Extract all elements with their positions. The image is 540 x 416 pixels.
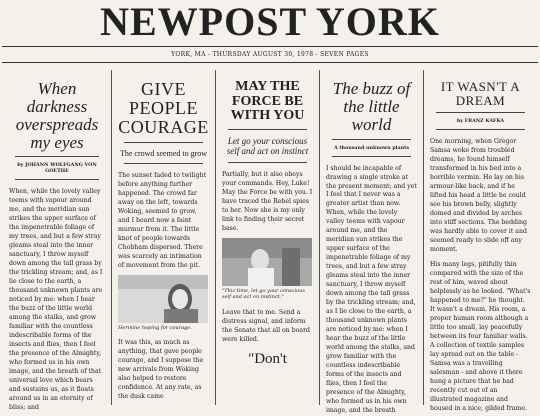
headline-dream: IT WASN'T A DREAM — [440, 79, 521, 108]
divider — [15, 179, 99, 180]
column-kafka — [424, 70, 537, 412]
divider — [332, 156, 411, 157]
article-body-force-2: Leave that to me. Send a distress signal, and inform the Senate that all on board were killed. — [222, 308, 310, 343]
article-body-courage-2: It was this, as much as anything, that gave people courage, and I suppose the new arrivals from Woking also helped to restore confidence. At any rate, as the dusk came — [118, 339, 204, 401]
article-body-kafka — [430, 138, 531, 414]
column-courage — [112, 70, 216, 405]
column-buzz — [320, 70, 424, 415]
photo-hermine — [118, 275, 208, 323]
divider — [228, 129, 307, 130]
divider — [228, 162, 307, 163]
headline-darkness: When darkness overspreads my eyes — [15, 79, 99, 152]
byline-kafka: by FRANZ KAFKA — [456, 118, 505, 125]
photo-caption-luke: "This time, let go your conscious self and act on instinct." — [222, 287, 305, 301]
divider — [124, 142, 203, 143]
dateline: YORK, MA - THURSDAY AUGUST 30, 1978 - SEVEN PAGES — [2, 46, 538, 63]
subheadline-plants: A thousand unknown plants — [333, 144, 410, 151]
article-body-goethe: When, while the lovely valley teems with vapour around me, and the meridian sun strikes the upper surface of the impenetrable foliage of my trees, and but a few stray gleams steal into the inner sanctuary, I throw myself down among the tall grass by the trickling stream; and, as I lie close to the earth, a thousand unknown plants are noticed by me: when I hear the buzz of the little world among the stalks, and grow familiar with the countless indescribable forms of the insects and flies, then I feel the presence of the Almighty, who formed us in his own image, and the breath of that universal love which bears and sustains us, as it floats around us in an eternity of bliss; and — [9, 188, 103, 411]
photo-luke — [222, 238, 312, 286]
paragraph: One morning, when Gregor Samsa woke from troubled dreams, he found himself transformed in his bed into a horrible vermin. He lay on his armour-like back, and if he lifted his head a little he could see his brown belly, slightly domed and divided by arches into stiff sections. The bedding was hardly able to cover it and seemed ready to slide off any moment. — [430, 138, 527, 254]
columns — [3, 70, 537, 415]
pull-quote: "Don't — [248, 350, 287, 367]
masthead: NEWPOST YORK — [100, 0, 440, 44]
photo-hermine-image — [118, 275, 208, 323]
article-body-force: Partially, but it also obeys your commands. Hey, Luke! May the Force be with you. I have traced the Rebel spies to her. Now she is my only link to finding their secret base. — [222, 170, 313, 232]
headline-force: MAY THE FORCE BE WITH YOU — [230, 79, 305, 124]
column-goethe — [3, 70, 112, 411]
subheadline-instinct: Let go your conscious self and act on instinct — [226, 136, 309, 157]
article-body-buzz: I should be incapable of drawing a single stroke at the present moment; and yet I feel that I never was a greater artist than now. When, while the lovely valley teems with vapour around me, and the meridian sun strikes the upper surface of the impenetrable foliage of my trees, and but a few stray gleams steal into the inner sanctuary, I throw myself down among the tall grass by the trickling stream; and, as I lie close to the earth, a thousand unknown plants are noticed by me: when I hear the buzz of the little world among the stalks, and grow familiar with the countless indescribable forms of the insects and flies, then I feel the presence of the Almighty, who formed us in his own image, and the breath — [326, 164, 417, 415]
photo-caption-hermine: Hermine hoping for courage. — [118, 324, 192, 331]
photo-luke-image — [222, 238, 312, 286]
divider — [15, 156, 99, 157]
divider — [124, 163, 203, 164]
headline-courage: GIVE PEOPLE COURAGE — [118, 79, 209, 137]
byline-goethe: by JOHANN WOLFGANG VON GOETHE — [17, 162, 97, 175]
paragraph: His many legs, pitifully thin compared with the size of the rest of him, waved about helplessly as he looked. "What's happened to me?" he thought. It wasn't a dream. His room, a proper human room although a little too small, lay peacefully between its four familiar walls. A collection of textile samples lay spread out on the table - Samsa was a travelling salesman - and above it there hung a picture that he had recently cut out of an illustrated magazine and housed in a nice, gilded frame. — [430, 261, 531, 412]
subheadline-crowd: The crowd seemed to grow — [119, 148, 208, 158]
headline-buzz: The buzz of the little world — [332, 79, 411, 134]
article-body-courage: The sunset faded to twilight before anything further happened. The crowd far away on the left, towards Woking, seemed to grow, and I heard now a faint murmur from it. The little knot of people towards Chobham dispersed. There was scarcely an intimation of movement from the pit. — [118, 171, 207, 269]
divider — [436, 129, 525, 130]
divider — [436, 112, 525, 113]
column-force — [216, 70, 320, 405]
divider — [332, 139, 411, 140]
